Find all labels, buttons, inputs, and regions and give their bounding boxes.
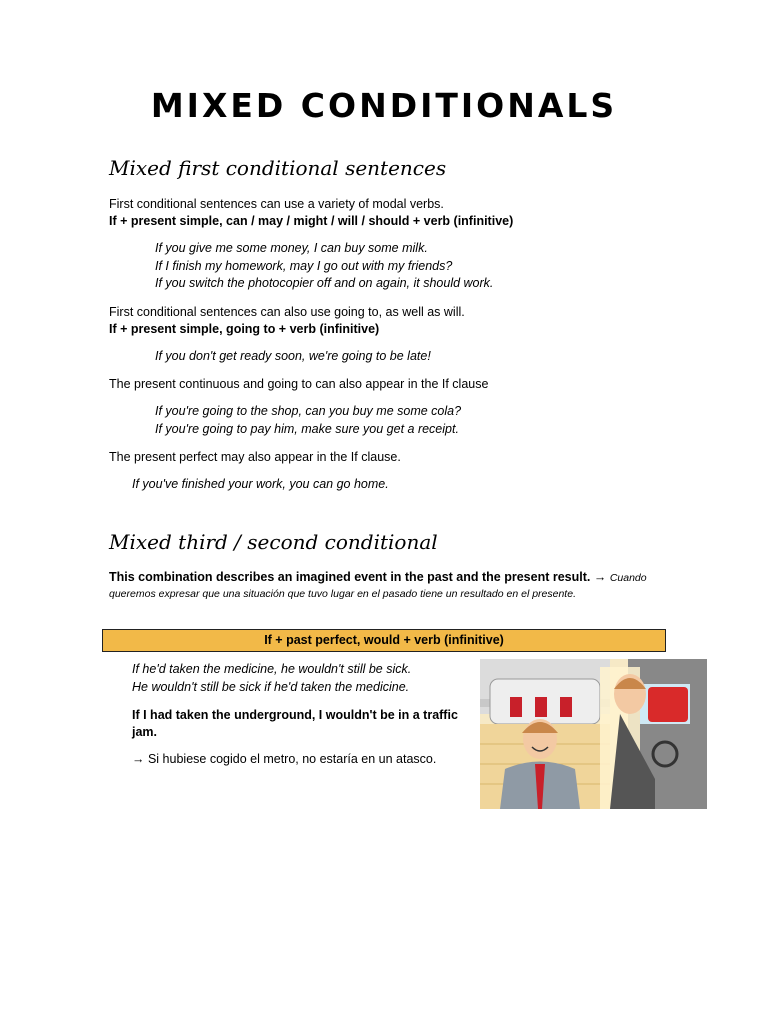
page-title: MIXED CONDITIONALS bbox=[150, 86, 618, 125]
section-heading-mixed-first: Mixed first conditional sentences bbox=[109, 156, 447, 180]
section-heading-mixed-third-second: Mixed third / second conditional bbox=[109, 530, 438, 554]
intro2-text: First conditional sentences can also use going to, as well as will. bbox=[109, 305, 465, 319]
examples-group-3 bbox=[155, 403, 461, 438]
example-going-to: If you don't get ready soon, we're going to be late! bbox=[155, 349, 431, 363]
desc-es-2: queremos expresar que una situación que tuvo lugar en el pasado tiene un resultado en el presente. bbox=[109, 588, 576, 600]
formula-box: If + past perfect, would + verb (infinitive) bbox=[102, 629, 666, 652]
example-line: If you're going to pay him, make sure you get a receipt. bbox=[155, 421, 459, 436]
section1-intro2 bbox=[109, 304, 465, 338]
arrow-icon: → bbox=[593, 570, 607, 584]
translation-text: → Si hubiese cogido el metro, no estaría en un atasco. bbox=[132, 752, 437, 766]
traffic-jam-illustration bbox=[480, 659, 707, 809]
rule-formula-2: If + present simple, going to + verb (infinitive) bbox=[109, 322, 380, 336]
section1-intro3: The present continuous and going to can also appear in the If clause bbox=[109, 377, 489, 391]
example-line: If he'd taken the medicine, he wouldn't still be sick. bbox=[132, 662, 412, 676]
section1-intro bbox=[109, 196, 513, 230]
intro-text: First conditional sentences can use a variety of modal verbs. bbox=[109, 197, 444, 211]
desc-es-1: Cuando bbox=[609, 572, 647, 584]
example-line: If I finish my homework, may I go out with my friends? bbox=[155, 258, 453, 273]
examples-group-third bbox=[132, 661, 411, 696]
section1-intro4: The present perfect may also appear in the If clause. bbox=[109, 450, 401, 464]
example-bold bbox=[132, 707, 458, 741]
rule-formula-1: If + present simple, can / may / might / will / should + verb (infinitive) bbox=[109, 214, 514, 228]
example-line: If you give me some money, I can buy some milk. bbox=[155, 241, 428, 255]
examples-group-1 bbox=[155, 240, 493, 293]
example-bold-line-2: jam. bbox=[132, 725, 158, 739]
desc-text: This combination describes an imagined event in the past and the present result. bbox=[109, 570, 591, 584]
example-line: If you're going to the shop, can you buy me some cola? bbox=[155, 404, 462, 418]
example-line: If you switch the photocopier off and on again, it should work. bbox=[155, 276, 494, 290]
section2-description bbox=[109, 569, 669, 602]
example-line: He wouldn't still be sick if he'd taken the medicine. bbox=[132, 679, 410, 694]
example-present-perfect: If you've finished your work, you can go home. bbox=[132, 477, 389, 491]
example-bold-line-1: If I had taken the underground, I wouldn't be in a traffic bbox=[132, 708, 458, 722]
